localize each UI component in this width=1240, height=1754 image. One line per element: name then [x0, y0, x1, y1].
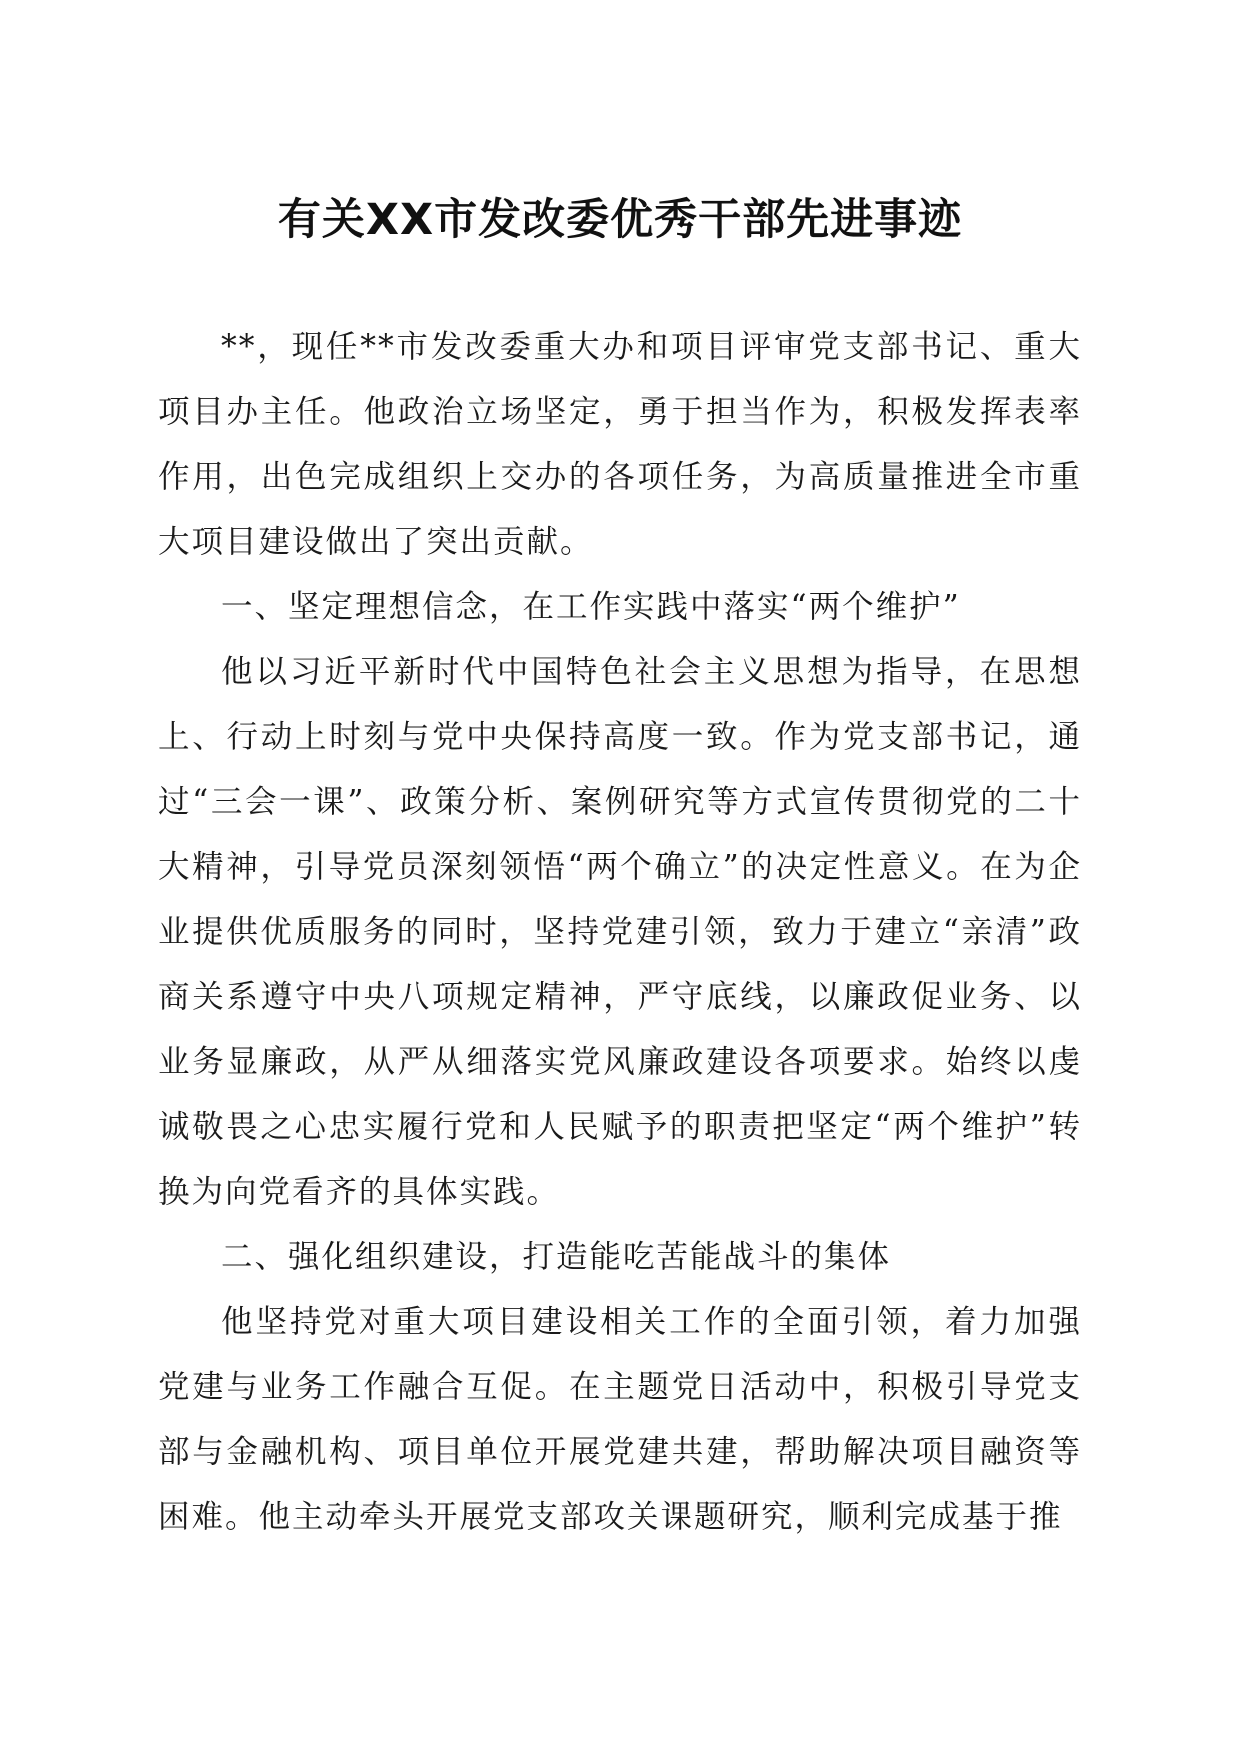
section-heading-1: 一、坚定理想信念，在工作实践中落实“两个维护”	[221, 589, 961, 625]
section-heading-2: 二、强化组织建设，打造能吃苦能战斗的集体	[221, 1239, 892, 1275]
section-paragraph-1: 他以习近平新时代中国特色社会主义思想为指导，在思想上、行动上时刻与党中央保持高度一致。作为党支部书记，通过“三会一课”、政策分析、案例研究等方式宣传贯彻党的二十大精神，引导党员深刻领悟“两个确立”的决定性意义。在为企业提供优质服务的同时，坚持党建引领，致力于建立“亲清”政商关系遵守中央八项规定精神，严守底线，以廉政促业务、以业务显廉政，从严从细落实党风廉政建设各项要求。始终以虔诚敬畏之心忠实履行党和人民赋予的职责把坚定“两个维护”转换为向党看齐的具体实践。	[158, 654, 1082, 1210]
document-title: 有关XX市发改委优秀干部先进事迹	[277, 195, 963, 245]
intro-paragraph: **，现任**市发改委重大办和项目评审党支部书记、重大项目办主任。他政治立场坚定，勇于担当作为，积极发挥表率作用，出色完成组织上交办的各项任务，为高质量推进全市重大项目建设做出了突出贡献。	[158, 329, 1082, 560]
document-body	[158, 315, 1082, 1550]
section-paragraph-2: 他坚持党对重大项目建设相关工作的全面引领，着力加强党建与业务工作融合互促。在主题党日活动中，积极引导党支部与金融机构、项目单位开展党建共建，帮助解决项目融资等困难。他主动牵头开展党支部攻关课题研究，顺利完成基于推	[158, 1304, 1082, 1535]
